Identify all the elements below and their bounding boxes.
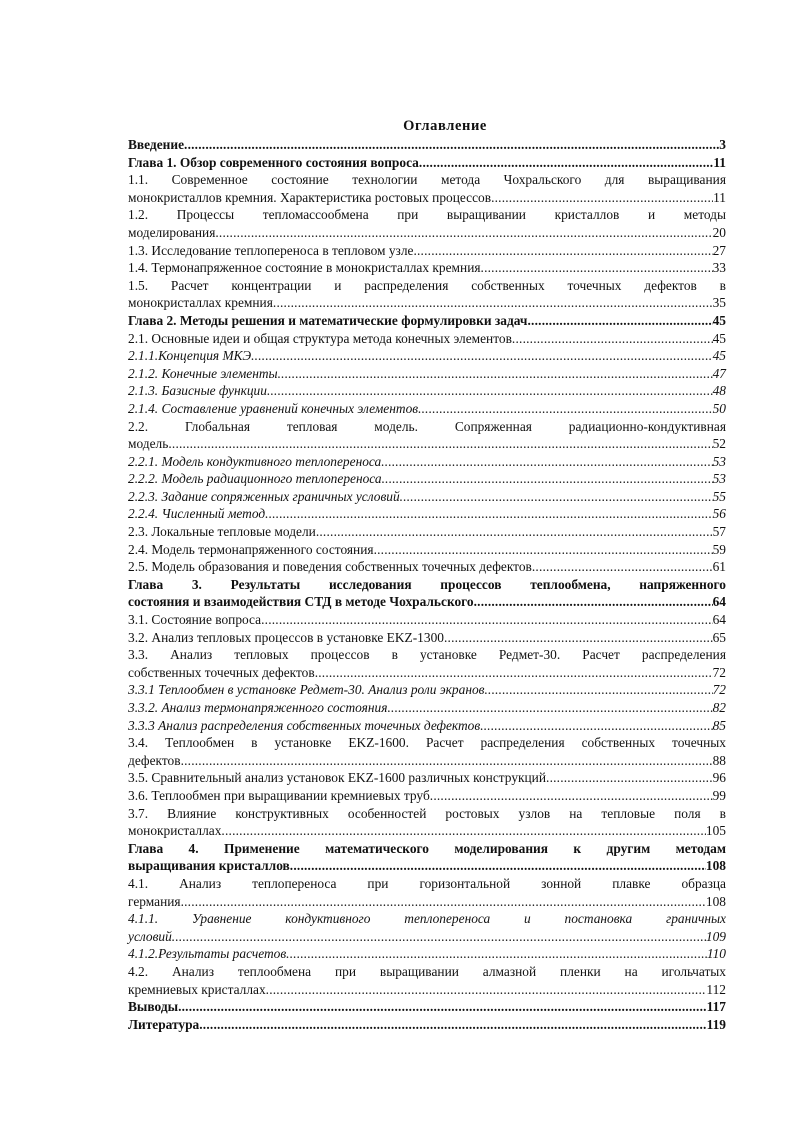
toc-entry-line bbox=[128, 752, 726, 770]
toc-entry-title: Глава 3. Результаты исследования процессов теплообмена, напряженного bbox=[128, 576, 726, 592]
toc-entry-line bbox=[128, 593, 726, 611]
toc-page-number: 99 bbox=[712, 787, 726, 803]
toc-entry-title: 2.1.4. Составление уравнений конечных элементов bbox=[128, 400, 419, 416]
toc-page-number: 20 bbox=[712, 224, 726, 240]
toc-page-number: 48 bbox=[712, 383, 726, 399]
toc-entry-title: 1.1. Современное состояние технологии метода Чохральского для выращивания bbox=[128, 172, 726, 188]
toc-dot-leader bbox=[481, 259, 713, 277]
toc-dot-leader bbox=[484, 681, 712, 699]
toc-entry bbox=[128, 963, 726, 998]
toc-entry bbox=[128, 470, 726, 488]
toc-entry-title-continuation: выращивания кристаллов bbox=[128, 858, 290, 874]
toc-entry-title: 3.5. Сравнительный анализ установок EKZ-1600 различных конструкций bbox=[128, 770, 547, 786]
toc-dot-leader bbox=[316, 523, 713, 541]
toc-entry-line bbox=[128, 928, 726, 946]
toc-entry bbox=[128, 242, 726, 260]
toc-entry bbox=[128, 523, 726, 541]
toc-entry-title: 3.2. Анализ тепловых процессов в установке EKZ-1300 bbox=[128, 629, 444, 645]
toc-dot-leader bbox=[178, 998, 707, 1016]
toc-page-number: 53 bbox=[712, 453, 726, 469]
toc-entry-title: Глава 2. Методы решения и математические формулировки задач bbox=[128, 312, 528, 328]
toc-entry-title-continuation: состояния и взаимодействия СТД в методе Чохральского bbox=[128, 594, 474, 610]
toc-entry bbox=[128, 418, 726, 453]
toc-entry-title: 3.7. Влияние конструктивных особенностей ростовых узлов на тепловые поля в bbox=[128, 805, 726, 821]
toc-dot-leader bbox=[532, 558, 713, 576]
toc-entry-title-continuation: дефектов bbox=[128, 752, 181, 768]
toc-page-number: 53 bbox=[712, 471, 726, 487]
toc-entry bbox=[128, 400, 726, 418]
toc-dot-leader bbox=[168, 435, 712, 453]
toc-entry bbox=[128, 769, 726, 787]
toc-entry-title: 4.1. Анализ теплопереноса при горизонтальной зонной плавке образца bbox=[128, 875, 726, 891]
toc-entry-line bbox=[128, 189, 726, 207]
toc-dot-leader bbox=[400, 488, 713, 506]
toc-entry bbox=[128, 699, 726, 717]
toc-entry bbox=[128, 330, 726, 348]
toc-dot-leader bbox=[491, 189, 713, 207]
toc-page-number: 108 bbox=[705, 858, 726, 874]
toc-entry bbox=[128, 541, 726, 559]
toc-entry-title-continuation: германия bbox=[128, 893, 181, 909]
toc-page-number: 64 bbox=[712, 594, 726, 610]
toc-dot-leader bbox=[374, 541, 713, 559]
toc-dot-leader bbox=[290, 857, 706, 875]
toc-page-number: 112 bbox=[706, 981, 726, 997]
toc-entry-title: Глава 4. Применение математического моделирования к другим методам bbox=[128, 840, 726, 856]
toc-page-number: 64 bbox=[712, 612, 726, 628]
toc-page-number: 11 bbox=[713, 189, 726, 205]
toc-dot-leader bbox=[273, 294, 713, 312]
toc-entry bbox=[128, 875, 726, 910]
toc-entry-title-continuation: монокристаллах кремния bbox=[128, 295, 273, 311]
toc-entry-title: Выводы bbox=[128, 999, 179, 1015]
toc-page-number: 117 bbox=[706, 999, 726, 1015]
toc-page-number: 72 bbox=[712, 664, 726, 680]
toc-entry bbox=[128, 629, 726, 647]
toc-page-number: 52 bbox=[712, 436, 726, 452]
toc-dot-leader bbox=[418, 400, 713, 418]
toc-entry-title: 2.1. Основные идеи и общая структура метода конечных элементов bbox=[128, 330, 512, 346]
toc-dot-leader bbox=[512, 330, 713, 348]
toc-page-number: 47 bbox=[712, 365, 726, 381]
toc-entry-title: 3.6. Теплообмен при выращивании кремниевых труб bbox=[128, 787, 430, 803]
toc-entry bbox=[128, 365, 726, 383]
toc-entry-title-continuation: кремниевых кристаллах bbox=[128, 981, 266, 997]
toc-dot-leader bbox=[382, 470, 713, 488]
toc-page-number: 35 bbox=[712, 295, 726, 311]
toc-dot-leader bbox=[546, 769, 713, 787]
toc-entry bbox=[128, 787, 726, 805]
toc-entry bbox=[128, 805, 726, 840]
toc-page-number: 45 bbox=[712, 348, 726, 364]
toc-entry bbox=[128, 505, 726, 523]
toc-list bbox=[128, 136, 726, 1033]
toc-page-number: 72 bbox=[712, 682, 726, 698]
toc-title: Оглавление bbox=[403, 118, 487, 134]
toc-page-number: 119 bbox=[706, 1016, 726, 1032]
toc-entry bbox=[128, 998, 726, 1016]
toc-entry-title: 4.1.2.Результаты расчетов bbox=[128, 946, 287, 962]
toc-entry bbox=[128, 611, 726, 629]
toc-entry bbox=[128, 312, 726, 330]
toc-entry bbox=[128, 646, 726, 681]
toc-entry-line bbox=[128, 664, 726, 682]
toc-entry-title: 2.2.2. Модель радиационного теплопереноса bbox=[128, 471, 382, 487]
toc-entry-title: 1.5. Расчет концентрации и распределения собственных точечных дефектов в bbox=[128, 277, 726, 293]
toc-entry-title: 2.5. Модель образования и поведения собственных точечных дефектов bbox=[128, 559, 532, 575]
toc-dot-leader bbox=[265, 505, 712, 523]
toc-dot-leader bbox=[278, 365, 713, 383]
toc-entry bbox=[128, 840, 726, 875]
toc-page-number: 96 bbox=[712, 770, 726, 786]
toc-dot-leader bbox=[221, 822, 705, 840]
toc-page-number: 105 bbox=[705, 823, 726, 839]
toc-page-number: 57 bbox=[712, 524, 726, 540]
toc-dot-leader bbox=[387, 699, 712, 717]
toc-entry bbox=[128, 277, 726, 312]
toc-dot-leader bbox=[184, 136, 719, 154]
toc-entry bbox=[128, 1016, 726, 1034]
toc-entry bbox=[128, 259, 726, 277]
toc-entry-title: 2.1.2. Конечные элементы bbox=[128, 365, 278, 381]
toc-dot-leader bbox=[199, 1016, 706, 1034]
table-of-contents-page bbox=[128, 116, 726, 1033]
toc-page-number: 11 bbox=[713, 154, 726, 170]
toc-entry bbox=[128, 136, 726, 154]
toc-entry bbox=[128, 910, 726, 945]
toc-dot-leader bbox=[181, 893, 706, 911]
toc-entry-title: 2.2.4. Численный метод bbox=[128, 506, 266, 522]
toc-entry-title: 3.1. Состояние вопроса bbox=[128, 612, 262, 628]
toc-dot-leader bbox=[413, 242, 712, 260]
toc-page-number: 50 bbox=[712, 400, 726, 416]
toc-dot-leader bbox=[267, 382, 713, 400]
toc-entry-title: 3.3.2. Анализ термонапряженного состояния bbox=[128, 700, 388, 715]
toc-page-number: 82 bbox=[712, 700, 726, 715]
toc-page-number: 56 bbox=[712, 506, 726, 522]
toc-entry bbox=[128, 576, 726, 611]
toc-entry-title: 2.2.3. Задание сопряженных граничных условий bbox=[128, 488, 400, 504]
toc-entry-title: 2.3. Локальные тепловые модели bbox=[128, 524, 316, 540]
toc-page-number: 55 bbox=[712, 488, 726, 504]
toc-entry-title: 3.3.1 Теплообмен в установке Редмет-30. Анализ роли экранов bbox=[128, 682, 485, 698]
toc-page-number: 108 bbox=[705, 893, 726, 909]
toc-dot-leader bbox=[286, 945, 707, 963]
toc-page-number: 110 bbox=[706, 946, 726, 962]
toc-entry-title: 2.2. Глобальная тепловая модель. Сопряженная радиационно-кондуктивная bbox=[128, 418, 726, 434]
toc-dot-leader bbox=[381, 453, 712, 471]
toc-entry-title-continuation: модель bbox=[128, 436, 169, 452]
toc-page-number: 109 bbox=[705, 928, 726, 944]
toc-entry-title: Введение bbox=[128, 137, 185, 152]
toc-entry-line bbox=[128, 857, 726, 875]
toc-entry bbox=[128, 681, 726, 699]
toc-page-number: 65 bbox=[712, 629, 726, 645]
toc-entry-title: 1.2. Процессы тепломассообмена при выращивании кристаллов и методы bbox=[128, 207, 726, 223]
toc-entry-title: 1.3. Исследование теплопереноса в тепловом узле bbox=[128, 242, 414, 258]
toc-entry bbox=[128, 558, 726, 576]
toc-entry bbox=[128, 206, 726, 241]
toc-dot-leader bbox=[419, 154, 713, 172]
toc-page-number: 59 bbox=[712, 541, 726, 557]
toc-page-number: 45 bbox=[712, 330, 726, 346]
toc-entry-title: 2.1.3. Базисные функции bbox=[128, 383, 267, 399]
toc-dot-leader bbox=[528, 312, 713, 330]
toc-entry-line bbox=[128, 893, 726, 911]
toc-entry bbox=[128, 382, 726, 400]
toc-entry bbox=[128, 945, 726, 963]
toc-entry bbox=[128, 453, 726, 471]
toc-entry-title: 2.1.1.Концепция МКЭ bbox=[128, 348, 252, 364]
toc-dot-leader bbox=[266, 981, 707, 999]
toc-page-number: 85 bbox=[712, 717, 726, 733]
toc-page-number: 33 bbox=[712, 260, 726, 276]
toc-entry-line bbox=[128, 435, 726, 453]
toc-entry bbox=[128, 717, 726, 735]
toc-dot-leader bbox=[261, 611, 713, 629]
toc-entry-title-continuation: условий bbox=[128, 928, 172, 944]
toc-page-number: 27 bbox=[712, 242, 726, 258]
toc-dot-leader bbox=[474, 593, 713, 611]
toc-entry-title-continuation: моделирования bbox=[128, 224, 216, 240]
toc-entry-title: 2.2.1. Модель кондуктивного теплопереноса bbox=[128, 453, 382, 469]
toc-entry bbox=[128, 347, 726, 365]
toc-entry bbox=[128, 488, 726, 506]
toc-entry bbox=[128, 154, 726, 172]
toc-entry-line bbox=[128, 822, 726, 840]
toc-page-number: 61 bbox=[712, 559, 726, 575]
toc-entry bbox=[128, 734, 726, 769]
toc-dot-leader bbox=[444, 629, 713, 647]
toc-page-number: 88 bbox=[712, 752, 726, 768]
toc-dot-leader bbox=[430, 787, 713, 805]
toc-entry-title: Литература bbox=[128, 1016, 200, 1032]
toc-entry-title: 2.4. Модель термонапряженного состояния bbox=[128, 541, 374, 557]
toc-entry-title: 3.3. Анализ тепловых процессов в установке Редмет-30. Расчет распределения bbox=[128, 647, 726, 663]
toc-dot-leader bbox=[172, 928, 706, 946]
toc-entry-line bbox=[128, 294, 726, 312]
toc-page-number: 3 bbox=[719, 137, 726, 152]
toc-entry-title: 3.4. Теплообмен в установке EKZ-1600. Расчет распределения собственных точечных bbox=[128, 735, 726, 751]
toc-entry bbox=[128, 171, 726, 206]
toc-page-number: 45 bbox=[712, 312, 726, 328]
toc-dot-leader bbox=[480, 717, 712, 735]
toc-entry-line bbox=[128, 224, 726, 242]
toc-entry-title: 4.1.1. Уравнение кондуктивного теплопереноса и постановка граничных bbox=[128, 911, 726, 927]
toc-entry-title: Глава 1. Обзор современного состояния вопроса bbox=[128, 154, 419, 170]
toc-entry-line bbox=[128, 981, 726, 999]
toc-dot-leader bbox=[315, 664, 713, 682]
toc-dot-leader bbox=[181, 752, 713, 770]
toc-entry-title-continuation: монокристаллах bbox=[128, 823, 222, 839]
toc-dot-leader bbox=[251, 347, 712, 365]
toc-entry-title: 4.2. Анализ теплообмена при выращивании алмазной пленки на игольчатых bbox=[128, 963, 726, 979]
toc-entry-title: 1.4. Термонапряженное состояние в монокристаллах кремния bbox=[128, 260, 481, 276]
toc-entry-title-continuation: монокристаллов кремния. Характеристика ростовых процессов bbox=[128, 189, 492, 205]
toc-entry-title-continuation: собственных точечных дефектов bbox=[128, 664, 315, 680]
toc-entry-title: 3.3.3 Анализ распределения собственных точечных дефектов bbox=[128, 717, 481, 733]
toc-dot-leader bbox=[215, 224, 712, 242]
